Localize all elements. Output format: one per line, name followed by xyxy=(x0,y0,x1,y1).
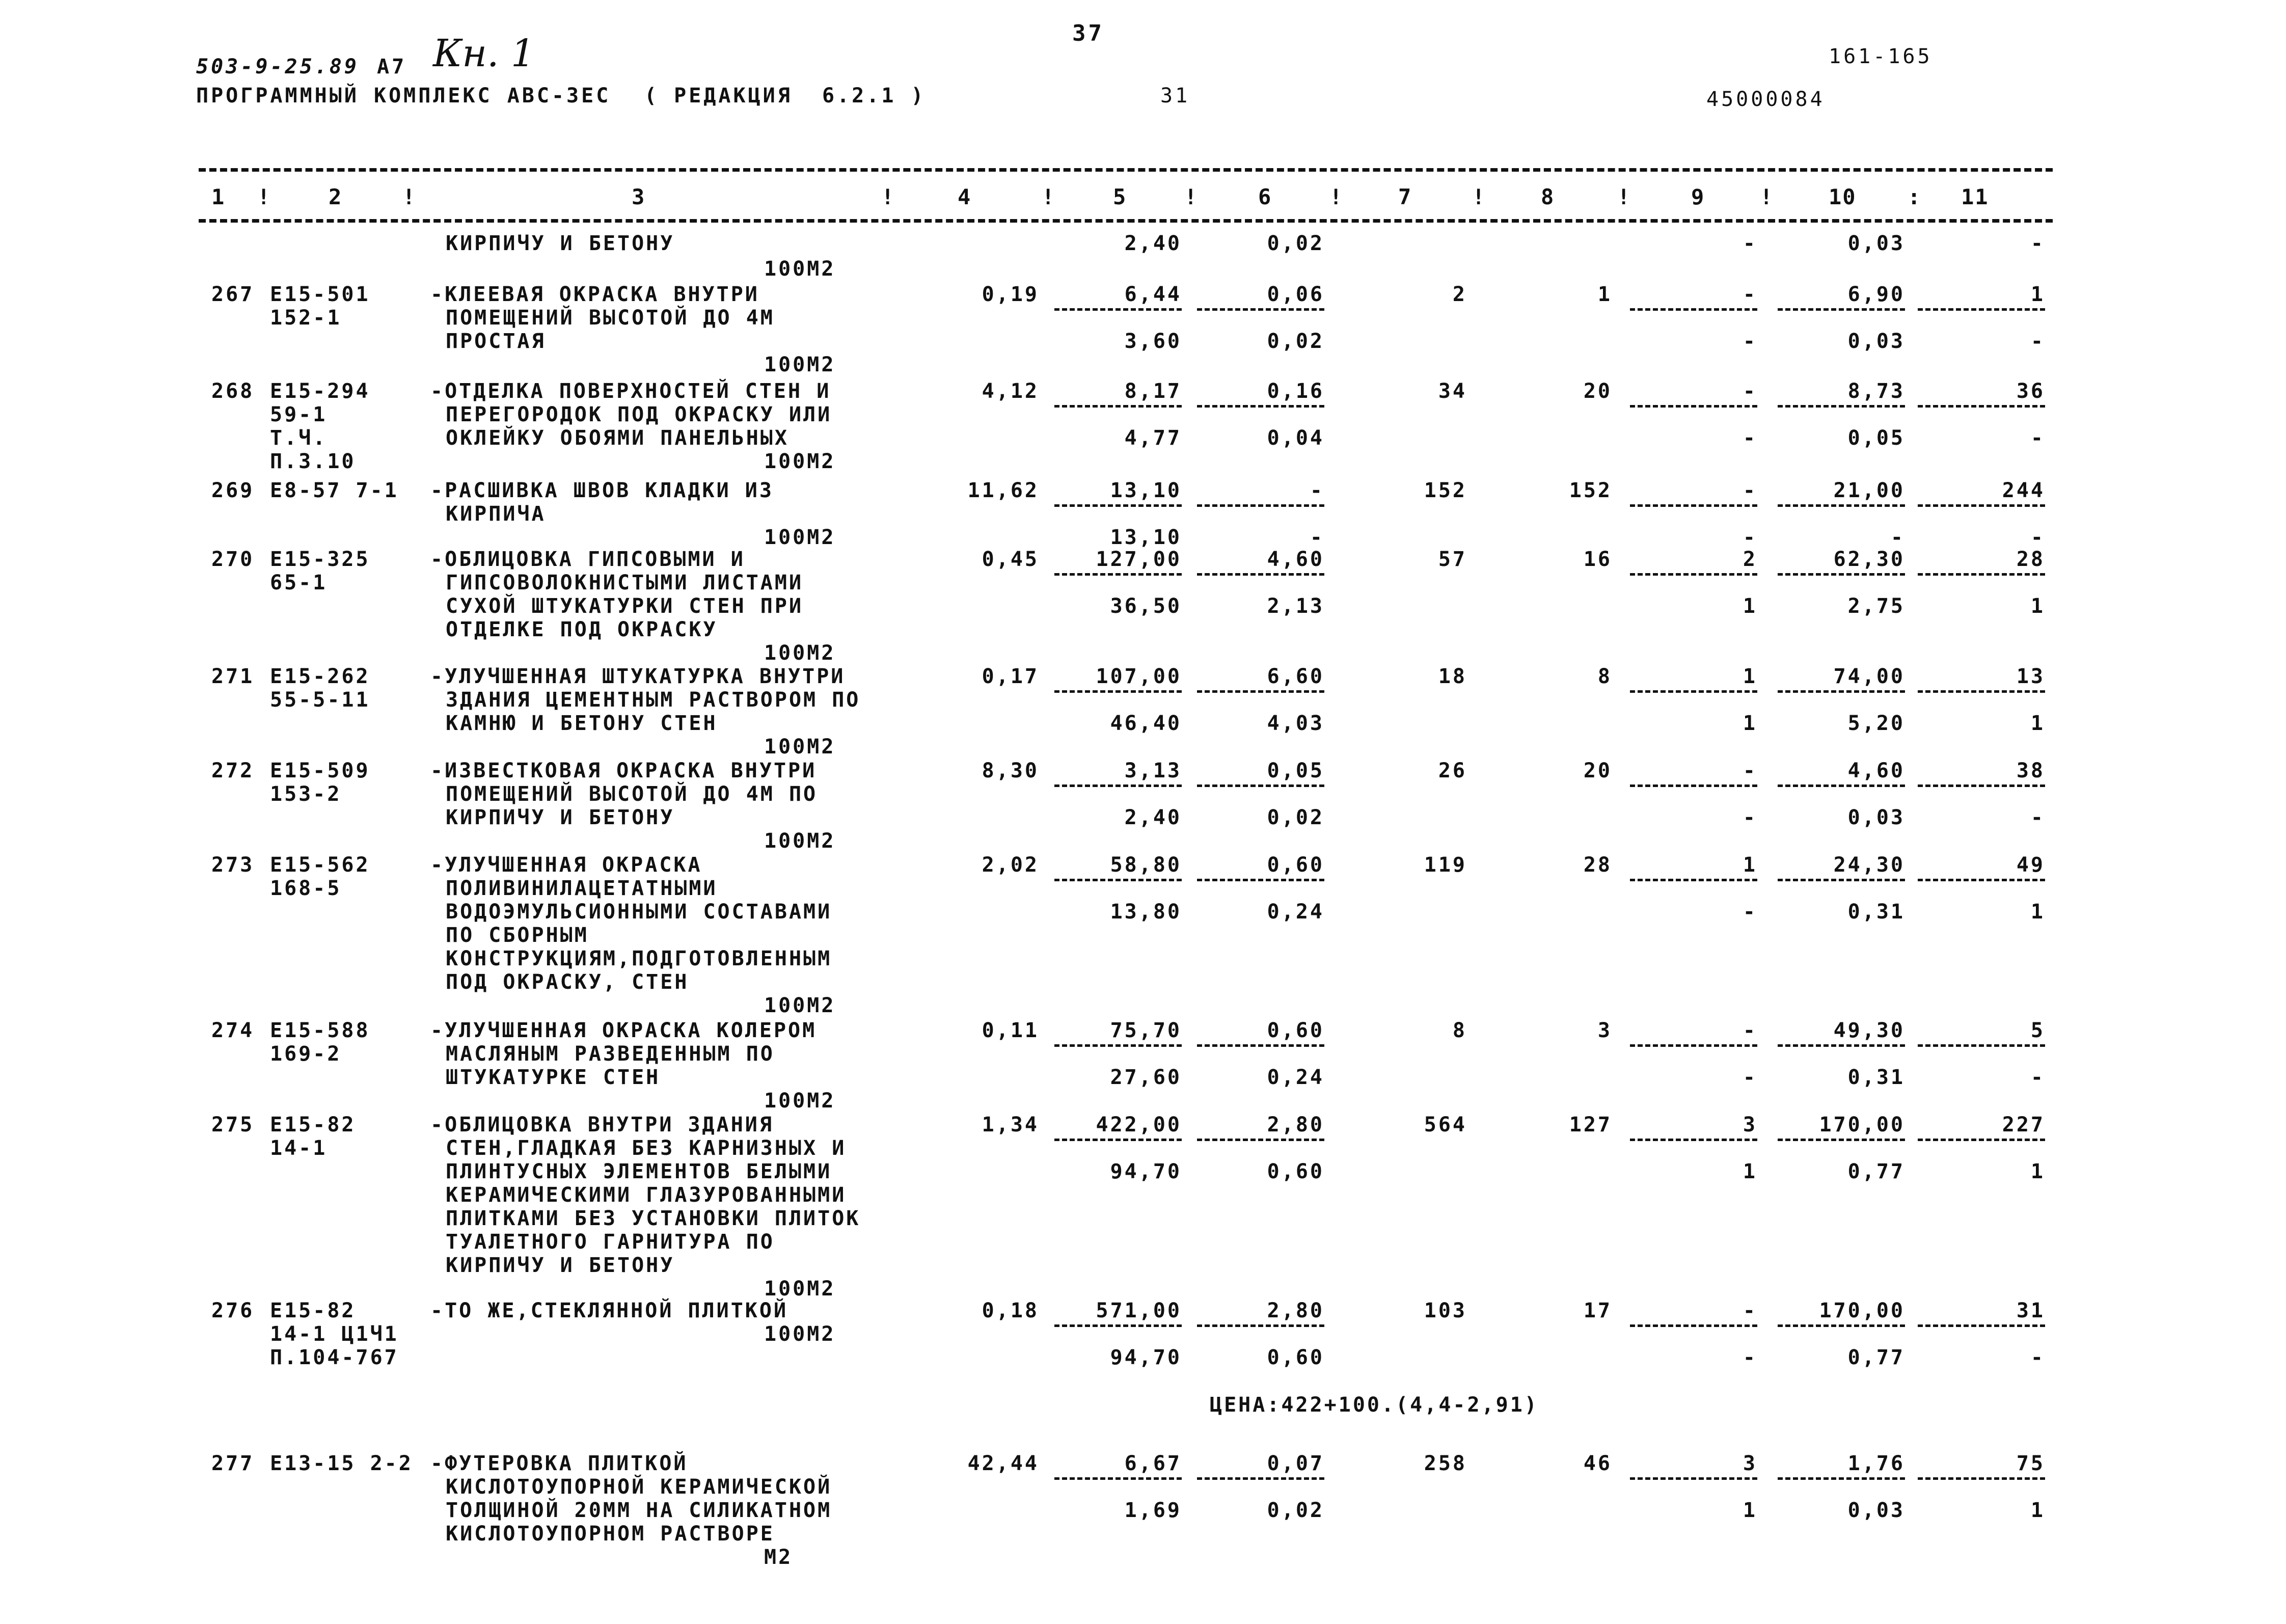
cell-c8: 1 xyxy=(1597,283,1612,306)
cell-c11: 244 xyxy=(1918,479,2045,507)
work-description: ПЛИНТУСНЫХ ЭЛЕМЕНТОВ БЕЛЫМИ xyxy=(446,1160,832,1183)
column-separator: ! xyxy=(1329,184,1344,209)
cell-c6: 0,60 xyxy=(1267,1160,1324,1183)
cell-c4: 0,45 xyxy=(982,548,1039,571)
cell-c9: - xyxy=(1743,330,1757,353)
cell-c10: 1,76 xyxy=(1778,1452,1905,1480)
cell-c11: - xyxy=(2030,232,2045,255)
cell-c8: 20 xyxy=(1583,380,1612,403)
cell-c7: 8 xyxy=(1452,1019,1467,1042)
cell-c6: 0,16 xyxy=(1197,380,1324,408)
cell-c8: 20 xyxy=(1583,759,1612,782)
row-number: 277 xyxy=(211,1452,255,1475)
doc-code: 503-9-25.89 xyxy=(196,55,359,78)
column-header: 2 xyxy=(329,184,343,209)
cell-c9: - xyxy=(1743,426,1757,450)
cell-c10: 24,30 xyxy=(1778,853,1905,881)
cell-c5: 36,50 xyxy=(1110,594,1182,618)
cell-c4: 11,62 xyxy=(967,479,1039,502)
cell-c9: - xyxy=(1743,1346,1757,1369)
cell-c7: 119 xyxy=(1424,853,1467,877)
column-header: 9 xyxy=(1691,184,1705,209)
cell-c11: - xyxy=(2030,806,2045,829)
row-number: 270 xyxy=(211,548,255,571)
work-description: ПОЛИВИНИЛАЦЕТАТНЫМИ xyxy=(446,877,718,900)
column-header: 4 xyxy=(958,184,972,209)
norm-code: Т.Ч. xyxy=(270,426,328,450)
cell-c5: 94,70 xyxy=(1110,1160,1182,1183)
norm-code: 168-5 xyxy=(270,877,342,900)
work-description: КАМНЮ И БЕТОНУ СТЕН xyxy=(446,712,718,735)
column-separator: ! xyxy=(1042,184,1056,209)
cell-c4: 8,30 xyxy=(982,759,1039,782)
cell-c7: 103 xyxy=(1424,1299,1467,1322)
cell-c10: 5,20 xyxy=(1847,712,1905,735)
cell-c7: 564 xyxy=(1424,1113,1467,1136)
cell-c9: 1 xyxy=(1630,853,1757,881)
column-separator: : xyxy=(1908,184,1922,209)
cell-c10: 0,77 xyxy=(1847,1346,1905,1369)
cell-c7: 2 xyxy=(1452,283,1467,306)
cell-c6: - xyxy=(1197,479,1324,507)
work-description: КИРПИЧУ И БЕТОНУ xyxy=(446,1254,675,1277)
cell-c11: 75 xyxy=(1918,1452,2045,1480)
cell-c5: 13,10 xyxy=(1054,479,1182,507)
cell-c11: 227 xyxy=(1918,1113,2045,1141)
cell-c5: 58,80 xyxy=(1054,853,1182,881)
cell-c6: 2,13 xyxy=(1267,594,1324,618)
cell-c6: 0,05 xyxy=(1197,759,1324,787)
cell-c9: 2 xyxy=(1630,548,1757,576)
cell-c9: - xyxy=(1630,1019,1757,1047)
work-description: ТОЛЩИНОЙ 20ММ НА СИЛИКАТНОМ xyxy=(446,1499,832,1522)
cell-c6: 0,60 xyxy=(1197,853,1324,881)
cell-c4: 0,19 xyxy=(982,283,1039,306)
cell-c11: 1 xyxy=(1918,283,2045,311)
cell-c11: 1 xyxy=(2030,712,2045,735)
cell-c9: - xyxy=(1743,806,1757,829)
cell-c7: 34 xyxy=(1438,380,1467,403)
cell-c6: 0,24 xyxy=(1267,900,1324,924)
work-description: ВОДОЭМУЛЬСИОННЫМИ СОСТАВАМИ xyxy=(446,900,832,924)
cell-c11: 38 xyxy=(1918,759,2045,787)
norm-code: П.104-767 xyxy=(270,1346,399,1369)
work-description: -РАСШИВКА ШВОВ КЛАДКИ ИЗ xyxy=(430,479,774,502)
cell-c5: 94,70 xyxy=(1110,1346,1182,1369)
work-description: -УЛУЧШЕННАЯ ШТУКАТУРКА ВНУТРИ xyxy=(430,665,846,688)
cell-c9: - xyxy=(1743,526,1757,549)
row-number: 275 xyxy=(211,1113,255,1136)
sheet-number: 31 xyxy=(1160,84,1190,107)
cell-c10: 0,31 xyxy=(1847,1066,1905,1089)
cell-c10: 0,03 xyxy=(1847,330,1905,353)
cell-c11: - xyxy=(2030,1066,2045,1089)
column-header: 11 xyxy=(1961,184,1989,209)
cell-c8: 127 xyxy=(1569,1113,1612,1136)
norm-code: Е15-562 xyxy=(270,853,370,877)
norm-code: Е15-325 xyxy=(270,548,370,571)
cell-c11: 31 xyxy=(1918,1299,2045,1327)
cell-c5: 13,10 xyxy=(1110,526,1182,549)
cell-c5: 2,40 xyxy=(1124,806,1182,829)
cell-c6: 0,07 xyxy=(1197,1452,1324,1480)
cell-c10: 170,00 xyxy=(1778,1113,1905,1141)
row-number: 273 xyxy=(211,853,255,877)
work-description: КИСЛОТОУПОРНОЙ КЕРАМИЧЕСКОЙ xyxy=(446,1475,832,1499)
unit-label: 100М2 xyxy=(764,353,836,376)
work-description: ПО СБОРНЫМ xyxy=(446,924,589,947)
norm-code: Е15-509 xyxy=(270,759,370,782)
unit-label: 100М2 xyxy=(764,641,836,665)
cell-c8: 16 xyxy=(1583,548,1612,571)
cell-c11: 36 xyxy=(1918,380,2045,408)
cell-c9: - xyxy=(1630,1299,1757,1327)
cell-c6: 0,60 xyxy=(1197,1019,1324,1047)
cell-c4: 1,34 xyxy=(982,1113,1039,1136)
unit-label: 100М2 xyxy=(764,735,836,759)
work-description: КОНСТРУКЦИЯМ,ПОДГОТОВЛЕННЫМ xyxy=(446,947,832,970)
cell-c11: - xyxy=(2030,330,2045,353)
cell-c9: 3 xyxy=(1630,1113,1757,1141)
document-number: 45000084 xyxy=(1706,88,1825,111)
cell-c5: 4,77 xyxy=(1124,426,1182,450)
column-separator: ! xyxy=(1184,184,1199,209)
work-description: КИРПИЧА xyxy=(446,502,546,526)
cell-c6: 0,02 xyxy=(1267,1499,1324,1522)
cell-c5: 6,44 xyxy=(1054,283,1182,311)
norm-code: Е13-15 2-2 xyxy=(270,1452,413,1475)
column-separator: ! xyxy=(1760,184,1774,209)
work-description: КИРПИЧУ И БЕТОНУ xyxy=(446,806,675,829)
column-header: 6 xyxy=(1258,184,1272,209)
column-header: 3 xyxy=(632,184,646,209)
column-separator: ! xyxy=(1617,184,1631,209)
cell-c7: 18 xyxy=(1438,665,1467,688)
cell-c9: 1 xyxy=(1743,594,1757,618)
work-description: -ОТДЕЛКА ПОВЕРХНОСТЕЙ СТЕН И xyxy=(430,380,831,403)
cell-c11: 1 xyxy=(2030,1160,2045,1183)
program-title: ПРОГРАММНЫЙ КОМПЛЕКС АВС-3ЕС xyxy=(196,84,611,107)
cell-c8: 28 xyxy=(1583,853,1612,877)
work-description: -УЛУЧШЕННАЯ ОКРАСКА КОЛЕРОМ xyxy=(430,1019,817,1042)
album-code: A7 xyxy=(377,55,407,78)
cell-c5: 6,67 xyxy=(1054,1452,1182,1480)
continued-description: КИРПИЧУ И БЕТОНУ xyxy=(446,232,675,255)
work-description: СУХОЙ ШТУКАТУРКИ СТЕН ПРИ xyxy=(446,594,804,618)
row-number: 267 xyxy=(211,283,255,306)
work-description: -УЛУЧШЕННАЯ ОКРАСКА xyxy=(430,853,702,877)
work-description: -ОБЛИЦОВКА ВНУТРИ ЗДАНИЯ xyxy=(430,1113,774,1136)
cell-c7: 26 xyxy=(1438,759,1467,782)
cell-c11: 5 xyxy=(1918,1019,2045,1047)
work-description: -ФУТЕРОВКА ПЛИТКОЙ xyxy=(430,1452,688,1475)
work-description: СТЕН,ГЛАДКАЯ БЕЗ КАРНИЗНЫХ И xyxy=(446,1136,847,1160)
cell-c6: 0,02 xyxy=(1267,806,1324,829)
cell-c5: 422,00 xyxy=(1054,1113,1182,1141)
row-number: 274 xyxy=(211,1019,255,1042)
cell-c8: 17 xyxy=(1583,1299,1612,1322)
cell-c10: 4,60 xyxy=(1778,759,1905,787)
norm-code: Е15-588 xyxy=(270,1019,370,1042)
cell-c6: 4,60 xyxy=(1197,548,1324,576)
row-number: 272 xyxy=(211,759,255,782)
cell-c9: - xyxy=(1630,380,1757,408)
column-separator: ! xyxy=(881,184,895,209)
unit-label: М2 xyxy=(764,1546,793,1569)
cell-c9: 1 xyxy=(1743,712,1757,735)
cell-c10: 74,00 xyxy=(1778,665,1905,693)
cell-c11: 1 xyxy=(2030,900,2045,924)
cell-c8: 3 xyxy=(1597,1019,1612,1042)
column-separator: ! xyxy=(402,184,417,209)
cell-c11: 1 xyxy=(2030,594,2045,618)
cell-c6: 6,60 xyxy=(1197,665,1324,693)
cell-c6: 0,24 xyxy=(1267,1066,1324,1089)
edition: ( РЕДАКЦИЯ 6.2.1 ) xyxy=(644,84,926,107)
cell-c10: 0,03 xyxy=(1847,806,1905,829)
cell-c9: 1 xyxy=(1630,665,1757,693)
cell-c10: 8,73 xyxy=(1778,380,1905,408)
norm-code: Е15-262 xyxy=(270,665,370,688)
norm-code: П.3.10 xyxy=(270,450,356,473)
cell-c9: - xyxy=(1743,900,1757,924)
cell-c10: 0,05 xyxy=(1847,426,1905,450)
cell-c6: 0,02 xyxy=(1267,330,1324,353)
cell-c5: 571,00 xyxy=(1054,1299,1182,1327)
work-description: МАСЛЯНЫМ РАЗВЕДЕННЫМ ПО xyxy=(446,1042,775,1066)
column-separator: ! xyxy=(257,184,271,209)
work-description: КИСЛОТОУПОРНОМ РАСТВОРЕ xyxy=(446,1522,775,1546)
column-header: 8 xyxy=(1541,184,1555,209)
norm-code: 55-5-11 xyxy=(270,688,370,712)
page-range: 161-165 xyxy=(1829,45,1933,68)
norm-code: 14-1 Ц1Ч1 xyxy=(270,1322,399,1346)
cell-c10: 0,31 xyxy=(1847,900,1905,924)
cell-c8: 46 xyxy=(1583,1452,1612,1475)
cell-c6: 0,04 xyxy=(1267,426,1324,450)
column-header: 10 xyxy=(1829,184,1857,209)
work-description: ТУАЛЕТНОГО ГАРНИТУРА ПО xyxy=(446,1230,775,1254)
row-number: 276 xyxy=(211,1299,255,1322)
unit-label: 100М2 xyxy=(764,1322,836,1346)
norm-code: Е15-501 xyxy=(270,283,370,306)
cell-c6: 2,80 xyxy=(1197,1113,1324,1141)
unit-label: 100М2 xyxy=(764,1089,836,1113)
cell-c4: 0,17 xyxy=(982,665,1039,688)
cell-c10: - xyxy=(1890,526,1905,549)
work-description: ШТУКАТУРКЕ СТЕН xyxy=(446,1066,661,1089)
cell-c10: 0,77 xyxy=(1847,1160,1905,1183)
price-note: ЦЕНА:422+100.(4,4-2,91) xyxy=(1210,1393,1539,1417)
work-description: ПЕРЕГОРОДОК ПОД ОКРАСКУ ИЛИ xyxy=(446,403,832,426)
column-header: 5 xyxy=(1113,184,1127,209)
cell-c6: 0,02 xyxy=(1267,232,1324,255)
cell-c10: 0,03 xyxy=(1847,232,1905,255)
cell-c11: - xyxy=(2030,426,2045,450)
cell-c9: - xyxy=(1630,759,1757,787)
page-number: 37 xyxy=(1072,20,1104,46)
work-description: ПРОСТАЯ xyxy=(446,330,546,353)
work-description: -КЛЕЕВАЯ ОКРАСКА ВНУТРИ xyxy=(430,283,759,306)
norm-code: Е15-294 xyxy=(270,380,370,403)
cell-c5: 3,60 xyxy=(1124,330,1182,353)
cell-c10: 0,03 xyxy=(1847,1499,1905,1522)
cell-c5: 3,13 xyxy=(1054,759,1182,787)
norm-code: 14-1 xyxy=(270,1136,328,1160)
cell-c5: 46,40 xyxy=(1110,712,1182,735)
cell-c10: 62,30 xyxy=(1778,548,1905,576)
cell-c4: 4,12 xyxy=(982,380,1039,403)
cell-c4: 2,02 xyxy=(982,853,1039,877)
cell-c5: 127,00 xyxy=(1054,548,1182,576)
cell-c9: 3 xyxy=(1630,1452,1757,1480)
cell-c11: - xyxy=(2030,1346,2045,1369)
cell-c5: 75,70 xyxy=(1054,1019,1182,1047)
unit-label: 100М2 xyxy=(764,1277,836,1301)
cell-c6: 0,06 xyxy=(1197,283,1324,311)
norm-code: 169-2 xyxy=(270,1042,342,1066)
cell-c6: - xyxy=(1310,526,1324,549)
work-description: ПОД ОКРАСКУ, СТЕН xyxy=(446,970,689,994)
work-description: ГИПСОВОЛОКНИСТЫМИ ЛИСТАМИ xyxy=(446,571,804,594)
cell-c8: 152 xyxy=(1569,479,1612,502)
norm-code: Е8-57 7-1 xyxy=(270,479,399,502)
unit-label: 100М2 xyxy=(764,450,836,473)
cell-c4: 0,18 xyxy=(982,1299,1039,1322)
cell-c9: 1 xyxy=(1743,1160,1757,1183)
cell-c9: - xyxy=(1743,232,1757,255)
norm-code: 59-1 xyxy=(270,403,328,426)
work-description: КЕРАМИЧЕСКИМИ ГЛАЗУРОВАННЫМИ xyxy=(446,1183,847,1207)
row-number: 268 xyxy=(211,380,255,403)
cell-c5: 8,17 xyxy=(1054,380,1182,408)
cell-c5: 13,80 xyxy=(1110,900,1182,924)
cell-c9: - xyxy=(1743,1066,1757,1089)
cell-c10: 6,90 xyxy=(1778,283,1905,311)
work-description: -ОБЛИЦОВКА ГИПСОВЫМИ И xyxy=(430,548,745,571)
work-description: ОКЛЕЙКУ ОБОЯМИ ПАНЕЛЬНЫХ xyxy=(446,426,789,450)
work-description: ЗДАНИЯ ЦЕМЕНТНЫМ РАСТВОРОМ ПО xyxy=(446,688,861,712)
cell-c7: 258 xyxy=(1424,1452,1467,1475)
cell-c11: - xyxy=(2030,526,2045,549)
cell-c5: 107,00 xyxy=(1054,665,1182,693)
cell-c6: 4,03 xyxy=(1267,712,1324,735)
norm-code: 152-1 xyxy=(270,306,342,330)
cell-c6: 0,60 xyxy=(1267,1346,1324,1369)
handwritten-book-number: Кн. 1 xyxy=(433,32,535,75)
column-separator: ! xyxy=(1472,184,1486,209)
work-description: ПЛИТКАМИ БЕЗ УСТАНОВКИ ПЛИТОК xyxy=(446,1207,861,1230)
cell-c5: 1,69 xyxy=(1124,1499,1182,1522)
cell-c10: 2,75 xyxy=(1847,594,1905,618)
norm-code: 153-2 xyxy=(270,782,342,806)
cell-c6: 2,80 xyxy=(1197,1299,1324,1327)
work-description: ПОМЕЩЕНИЙ ВЫСОТОЙ ДО 4М xyxy=(446,306,775,330)
norm-code: Е15-82 xyxy=(270,1113,356,1136)
row-number: 271 xyxy=(211,665,255,688)
cell-c5: 27,60 xyxy=(1110,1066,1182,1089)
cell-c11: 49 xyxy=(1918,853,2045,881)
cell-c10: 21,00 xyxy=(1778,479,1905,507)
cell-c10: 170,00 xyxy=(1778,1299,1905,1327)
column-header: 1 xyxy=(211,184,226,209)
work-description: ОТДЕЛКЕ ПОД ОКРАСКУ xyxy=(446,618,718,641)
cell-c8: 8 xyxy=(1597,665,1612,688)
cell-c11: 13 xyxy=(1918,665,2045,693)
cell-c7: 57 xyxy=(1438,548,1467,571)
cell-c9: 1 xyxy=(1743,1499,1757,1522)
column-header: 7 xyxy=(1398,184,1412,209)
unit-label: 100М2 xyxy=(764,994,836,1017)
cell-c9: - xyxy=(1630,479,1757,507)
norm-code: Е15-82 xyxy=(270,1299,356,1322)
unit-label: 100М2 xyxy=(764,526,836,549)
unit-label: 100М2 xyxy=(764,829,836,853)
work-description: ПОМЕЩЕНИЙ ВЫСОТОЙ ДО 4М ПО xyxy=(446,782,818,806)
cell-c4: 42,44 xyxy=(967,1452,1039,1475)
cell-c11: 1 xyxy=(2030,1499,2045,1522)
work-description: -ИЗВЕСТКОВАЯ ОКРАСКА ВНУТРИ xyxy=(430,759,817,782)
cell-c10: 49,30 xyxy=(1778,1019,1905,1047)
cell-c5: 2,40 xyxy=(1124,232,1182,255)
cell-c7: 152 xyxy=(1424,479,1467,502)
cell-c9: - xyxy=(1630,283,1757,311)
row-number: 269 xyxy=(211,479,255,502)
unit-label: 100М2 xyxy=(764,257,836,281)
norm-code: 65-1 xyxy=(270,571,328,594)
cell-c4: 0,11 xyxy=(982,1019,1039,1042)
cell-c11: 28 xyxy=(1918,548,2045,576)
work-description: -ТО ЖЕ,СТЕКЛЯННОЙ ПЛИТКОЙ xyxy=(430,1299,788,1322)
